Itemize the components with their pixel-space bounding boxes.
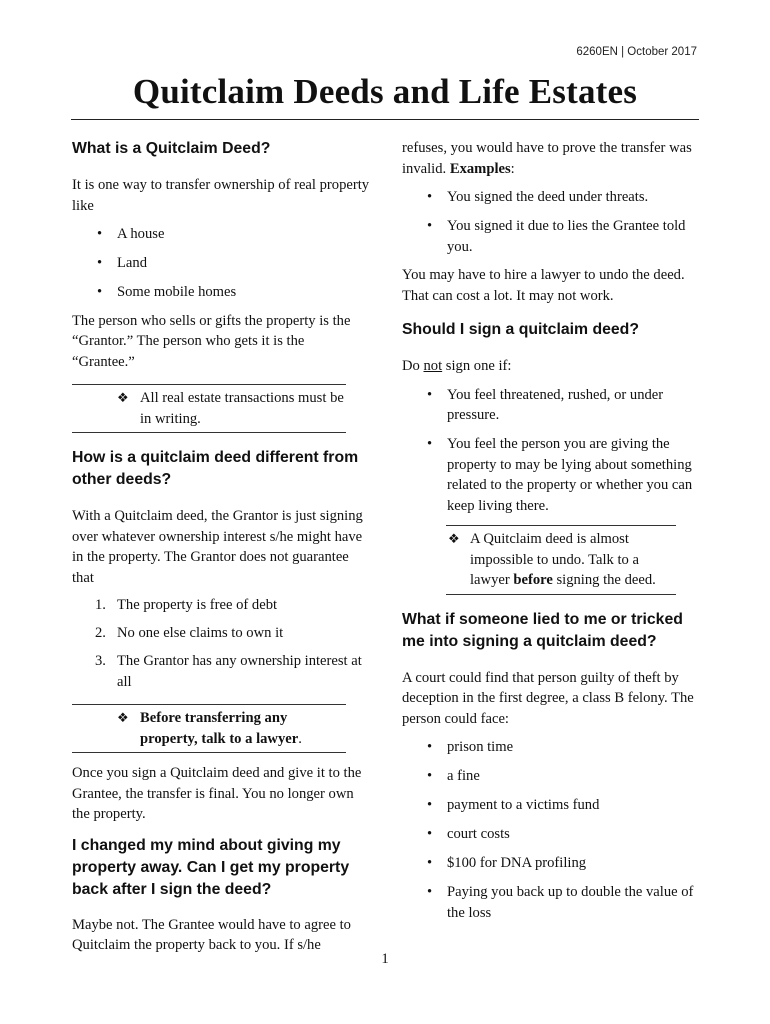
- text-run: signing the deed.: [552, 572, 656, 588]
- penalty-list: [402, 737, 702, 923]
- page-title: Quitclaim Deeds and Life Estates: [132, 72, 638, 111]
- examples-list: [402, 187, 702, 257]
- numbered-item: [72, 623, 370, 644]
- page-number: 1: [381, 951, 389, 967]
- list-item: • Land: [72, 253, 370, 274]
- callout-text: [446, 529, 676, 591]
- callout-bold-text: Before transferring any property, talk to a lawyer: [140, 710, 299, 747]
- text-run: refuses, you would have to prove the transfer was invalid.: [402, 140, 692, 177]
- text-run: :: [510, 160, 515, 177]
- left-column: [72, 138, 370, 956]
- item-number: 3.: [95, 653, 106, 669]
- item-number: 1.: [95, 597, 106, 613]
- list-item: • You signed the deed under threats.: [402, 187, 702, 208]
- diamond-bullet-icon: ❖: [448, 531, 460, 546]
- property-type-list: [72, 224, 370, 303]
- document-code: 6260EN | October 2017: [576, 46, 697, 58]
- title-divider: [71, 119, 699, 120]
- item-text: The Grantor has any ownership interest at all: [117, 653, 362, 690]
- numbered-item: [72, 651, 370, 692]
- callout-bold-before: before: [513, 572, 553, 588]
- list-item: • court costs: [402, 824, 702, 845]
- examples-label: Examples: [449, 160, 511, 177]
- right-column: [402, 138, 702, 923]
- guarantee-list: [72, 595, 370, 692]
- text-run: A Quitclaim deed is almost impossible to undo. Talk to a lawyer: [470, 531, 639, 588]
- text-run: sign one if:: [442, 358, 512, 374]
- diamond-bullet-icon: ❖: [117, 710, 129, 725]
- callout-impossible-to-undo: [446, 525, 676, 595]
- list-item: • $100 for DNA profiling: [402, 853, 702, 874]
- callout-writing: [72, 384, 346, 433]
- heading-changed-mind: I changed my mind about giving my property away. Can I get my property back after I sign the deed?: [72, 836, 350, 898]
- list-item: • You feel threatened, rushed, or under pressure.: [402, 385, 702, 426]
- item-text: The property is free of debt: [117, 597, 278, 613]
- warning-list: [402, 385, 702, 517]
- list-item: • a fine: [402, 766, 702, 787]
- list-item: • payment to a victims fund: [402, 795, 702, 816]
- paragraph-maybe-not: Maybe not. The Grantee would have to agree to Quitclaim the property back to you. If s/he: [72, 916, 351, 953]
- list-item: • A house: [72, 224, 370, 245]
- item-text: No one else claims to own it: [117, 625, 284, 641]
- paragraph-transfer-final: Once you sign a Quitclaim deed and give it to the Grantee, the transfer is final. You no longer own the property.: [72, 765, 362, 822]
- list-item: • Some mobile homes: [72, 282, 370, 303]
- heading-what-is-quitclaim: What is a Quitclaim Deed?: [72, 140, 271, 157]
- numbered-item: [72, 595, 370, 616]
- paragraph-signing-over: With a Quitclaim deed, the Grantor is just signing over whatever ownership interest s/he might have in the property. The Grantor does not guarantee that: [72, 508, 363, 586]
- heading-lied-or-tricked: What if someone lied to me or tricked me into signing a quitclaim deed?: [402, 610, 683, 650]
- callout-period: .: [298, 730, 302, 747]
- underlined-not: not: [423, 358, 443, 374]
- diamond-bullet-icon: ❖: [117, 390, 129, 405]
- heading-how-different: How is a quitclaim deed different from other deeds?: [72, 449, 359, 488]
- heading-should-i-sign: Should I sign a quitclaim deed?: [402, 321, 639, 338]
- paragraph-do-not-sign: [402, 356, 702, 377]
- callout-talk-to-lawyer: [72, 704, 346, 753]
- paragraph-grantor-grantee: The person who sells or gifts the property is the “Grantor.” The person who gets it is the “Grantee.”: [72, 312, 351, 370]
- paragraph-prove-invalid: [402, 138, 702, 179]
- paragraph-hire-lawyer: You may have to hire a lawyer to undo the deed. That can cost a lot. It may not work.: [402, 267, 685, 304]
- paragraph-court-could-find: A court could find that person guilty of theft by deception in the first degree, a class B felony. The person could face:: [402, 669, 694, 727]
- list-item: • prison time: [402, 737, 702, 758]
- item-number: 2.: [95, 625, 106, 641]
- callout-text: All real estate transactions must be in writing.: [140, 390, 344, 427]
- list-item: • Paying you back up to double the value of the loss: [402, 882, 702, 923]
- list-item: • You feel the person you are giving the property to may be lying about something related to the property or whether you can keep living there.: [402, 434, 702, 516]
- text-run: Do: [402, 358, 424, 374]
- paragraph-definition: It is one way to transfer ownership of real property like: [72, 177, 370, 214]
- callout-text: [116, 708, 346, 749]
- list-item: • You signed it due to lies the Grantee told you.: [402, 216, 702, 257]
